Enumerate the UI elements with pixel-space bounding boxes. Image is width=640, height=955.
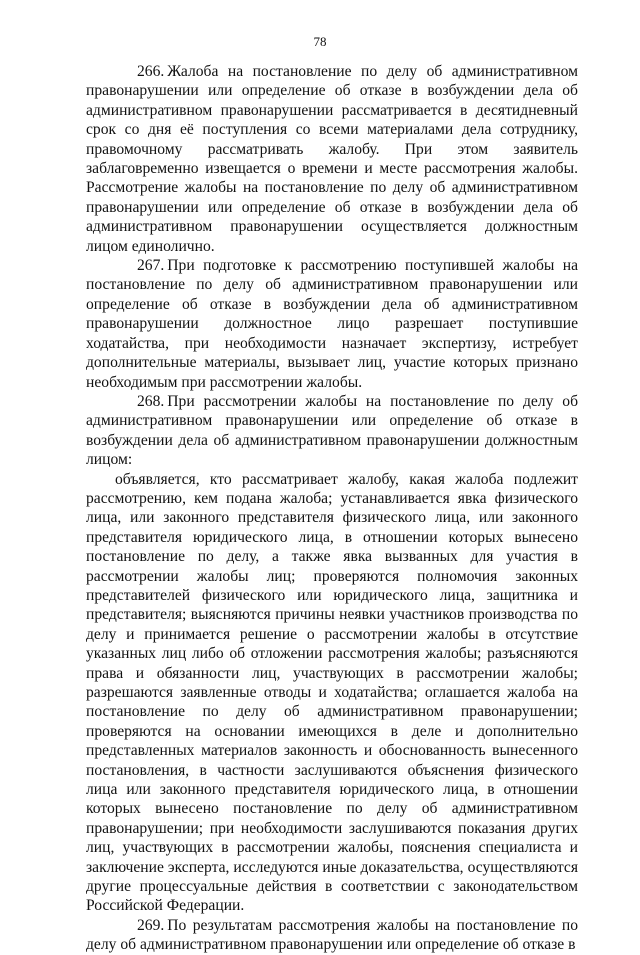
paragraph-text: объявляется, кто рассматривает жалобу, какая жалоба подлежит рассмотрению, кем подана жалоба; устанавливается явка физического лица, или законного представителя физического лица, или законного представителя юридического лица, в отношении которых вынесено постановление по делу, а также явка вызванных для участия в рассмотрении жалобы лиц; проверяются полномочия законных представителей физического или юридического лица, защитника и представителя; выясняются причины неявки участников производства по делу и принимается решение о рассмотрении жалобы в отсутствие указанных лиц либо об отложении рассмотрения жалобы; разъясняются права и обязанности лиц, участвующих в рассмотрении жалобы; разрешаются заявленные отводы и ходатайства; оглашается жалоба на постановление по делу об административном правонарушении; проверяются на основании имеющихся в деле и дополнительно представленных материалов законность и обоснованность вынесенного постановления, в частности заслушиваются объяснения физического лица или законного представителя юридического лица, в отношении которых вынесено постановление по делу об административном правонарушении; при необходимости заслушиваются показания других лиц, участвующих в рассмотрении жалобы, пояснения специалиста и заключение эксперта, исследуются иные доказательства, осуществляются другие процессуальные действия в соответствии с законодательством Российской Федерации. [86, 470, 578, 915]
paragraph-number: 266. [137, 63, 165, 80]
paragraph-text: При подготовке к рассмотрению поступившей жалобы на постановление по делу об административном правонарушении или определение об отказе в возбуждении дела об административном правонарушении должностное лицо разрешает поступившие ходатайства, при необходимости назначает экспертизу, истребует дополнительные материалы, вызывает лиц, участие которых признано необходимым при рассмотрении жалобы. [86, 257, 578, 391]
paragraph-268-procedure [86, 470, 578, 916]
paragraph-269 [86, 916, 578, 955]
paragraph-number: 268. [137, 392, 165, 410]
paragraph-268 [86, 392, 578, 470]
page-number: 78 [313, 34, 327, 49]
paragraph-text: При рассмотрении жалобы на постановление по делу об административном правонарушении или определение об отказе в возбуждении дела об административном правонарушении должностным лицом: [86, 392, 578, 469]
paragraph-number: 269. [137, 916, 165, 934]
paragraph-text: По результатам рассмотрения жалобы на постановление по делу об административном правонарушении или определение об отказе в [86, 916, 578, 954]
document-body [86, 62, 578, 955]
paragraph-266 [86, 62, 578, 256]
paragraph-text: Жалоба на постановление по делу об административном правонарушении или определение об отказе в возбуждении дела об административном правонарушении рассматривается в десятидневный срок со дня её поступления со всеми материалами дела сотруднику, правомочному рассматривать жалобу. При этом заявитель заблаговременно извещается о времени и месте рассмотрения жалобы. Рассмотрение жалобы на постановление по делу об административном правонарушении или определение об отказе в возбуждении дела об административном правонарушении осуществляется должностным лицом единолично. [86, 63, 578, 255]
paragraph-number: 267. [137, 257, 165, 275]
paragraph-267 [86, 256, 578, 392]
